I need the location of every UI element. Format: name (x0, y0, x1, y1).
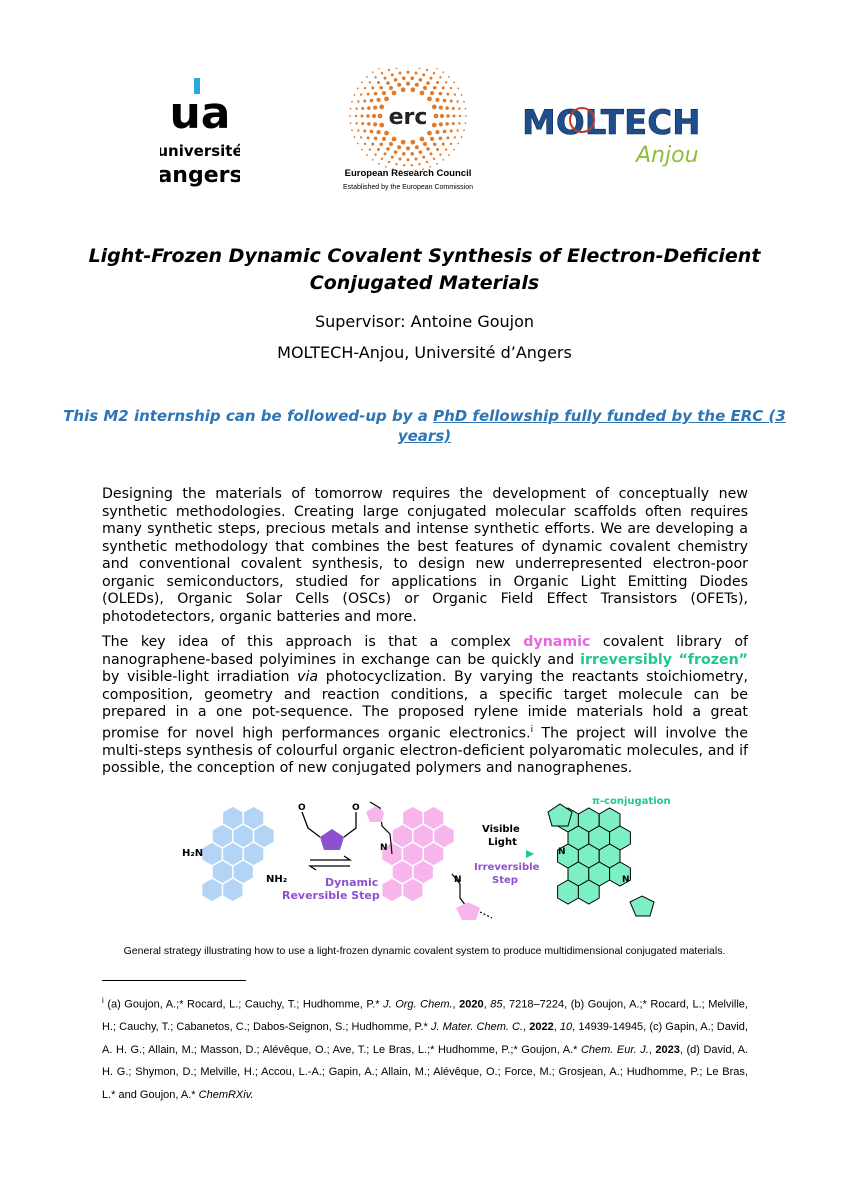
erc-dot (430, 137, 434, 141)
erc-dot (371, 86, 374, 89)
erc-dot (443, 99, 447, 103)
erc-dot (397, 145, 401, 149)
erc-dot (394, 78, 398, 82)
erc-dot (439, 137, 443, 141)
erc-dot (458, 122, 460, 124)
erc-dot (432, 123, 437, 128)
erc-dot (427, 97, 432, 102)
banner-link[interactable]: PhD fellowship fully funded by the ERC (3 years) (397, 407, 786, 445)
erc-dot (436, 148, 439, 151)
reverse-arrow (310, 866, 350, 870)
phd-banner (60, 406, 789, 446)
erc-dot (426, 69, 428, 71)
erc-dot (401, 87, 406, 92)
ref-journal-1: J. Org. Chem. (383, 998, 453, 1011)
erc-dot (361, 149, 363, 151)
ref-journal-3: Chem. Eur. J. (580, 1043, 649, 1056)
o-label-2: O (352, 803, 360, 813)
erc-dot (392, 91, 397, 96)
erc-dot (392, 137, 397, 142)
erc-dot (453, 149, 455, 151)
erc-dot (445, 148, 447, 150)
p2-frozen: irreversibly “frozen” (580, 651, 749, 668)
erc-dot (419, 150, 423, 154)
erc-dot (391, 73, 394, 76)
ref-journal-4: ChemRXiv. (198, 1088, 254, 1101)
erc-dot (439, 92, 443, 96)
erc-dot (448, 154, 450, 156)
p2-text-d: photocyclization. By varying the reactants stoichiometry, composition, geometry and reaction conditions, a specific target molecule can be prepared in a one pot-sequence. The proposed rylene imide materials hold a great promise for novel high performances organic electronics. (102, 669, 748, 742)
erc-dot (361, 82, 363, 84)
erc-dot (410, 87, 415, 92)
n-label-2: N (454, 875, 462, 885)
erc-dot (399, 158, 402, 161)
p2-text-c: by visible-light irradiation (102, 669, 298, 685)
erc-dot (351, 129, 353, 131)
erc-dot (433, 86, 437, 90)
erc-dot (445, 106, 449, 110)
erc-dot (357, 88, 359, 90)
erc-dot (426, 81, 430, 85)
erc-dot (366, 76, 368, 78)
erc-logo (338, 68, 478, 198)
erc-dot (379, 123, 384, 128)
erc-dot (442, 159, 444, 161)
erc-dot (422, 73, 425, 76)
erc-dot (433, 158, 435, 160)
erc-dot (410, 76, 414, 80)
erc-dot (454, 93, 456, 95)
moltech-main: MOLTECH (522, 103, 701, 143)
erc-dot (433, 72, 435, 74)
moltech-anjou-logo (518, 96, 730, 170)
erc-dot (377, 148, 380, 151)
erc-dot (403, 164, 405, 166)
erc-dot (420, 137, 425, 142)
erc-dot (357, 129, 359, 131)
pink-hexagon-cluster (382, 806, 455, 902)
ref-part-4: , (d) David, A. H. G.; Shymon, D.; Melville, H.; Accou, L.-A.; Gapin, A.; Allain, M.; Alévêque, O.; Force, M.; Grosjean, A.; Hudhomme, P.; Le Bras, L.* and Goujon, A.* (102, 1043, 748, 1101)
erc-dot (382, 91, 386, 95)
erc-dot (433, 142, 437, 146)
forward-arrow (310, 856, 350, 860)
erc-dot (453, 82, 455, 84)
erc-dot (432, 105, 437, 110)
erc-dot (367, 93, 370, 96)
p2-text-e: The project will involve the multi-steps synthesis of colourful organic electron-deficient polyaromatic molecules, and if possible, the conception of new conjugated polymers and nanographenes. (102, 725, 749, 777)
hexagon-ring (222, 878, 243, 902)
erc-dot (411, 164, 413, 166)
erc-dot (374, 76, 376, 78)
erc-mark: erc (388, 105, 428, 130)
erc-dot (386, 147, 390, 151)
erc-dot (389, 86, 393, 90)
erc-dot (420, 91, 425, 96)
erc-dot (378, 114, 383, 119)
erc-dot (377, 81, 380, 84)
erc-dot (414, 71, 417, 74)
erc-dot (355, 115, 357, 117)
erc-dot (369, 148, 371, 150)
p2-via: via (297, 669, 319, 685)
erc-dot (414, 158, 417, 161)
reversible-label: Reversible Step (282, 889, 380, 902)
erc-dot (379, 86, 383, 90)
erc-dot (453, 115, 456, 118)
erc-dot (395, 163, 397, 165)
erc-dot (364, 87, 366, 89)
erc-dot (427, 131, 432, 136)
erc-dot (366, 114, 370, 118)
irreversible-label: Irreversible (474, 862, 540, 873)
erc-dot (430, 77, 433, 80)
erc-dot (465, 115, 467, 117)
p2-text-a: The key idea of this approach is that a complex (102, 634, 524, 650)
erc-dot (457, 143, 459, 145)
light-label: Light (488, 837, 517, 848)
hexagon-ring (402, 878, 423, 902)
erc-dot (423, 86, 427, 90)
ref-year-2: 2022 (529, 1021, 554, 1034)
erc-dot (426, 147, 430, 151)
erc-dot (446, 93, 449, 96)
erc-dot (397, 83, 401, 87)
erc-dot (456, 100, 458, 102)
erc-dot (446, 136, 449, 139)
ref-mark: i (102, 996, 104, 1005)
erc-dot (372, 71, 374, 73)
erc-dot (379, 105, 384, 110)
paragraph-intro: Designing the materials of tomorrow requires the development of conceptually new synthetic methodologies. Creating large conjugated molecular scaffolds often requires many synthetic steps, precious metals and intense synthetic efforts. We are developing a synthetic methodology that combines the best features of dynamic covalent chemistry and conventional covalent synthesis, to design new underrepresented electron-poor organic semiconductors, studied for applications in Organic Light Emitting Diodes (OLEDs), Organic Solar Cells (OSCs) or Organic Field Effect Transistors (OFETs), photodetectors, organic batteries and more. (102, 486, 748, 625)
erc-dot (364, 143, 366, 145)
erc-dot (360, 136, 362, 138)
erc-dot (406, 146, 410, 150)
erc-dot (434, 114, 439, 119)
erc-dot (402, 152, 406, 156)
hexagon-ring (382, 878, 403, 902)
erc-dot (384, 97, 389, 102)
erc-dot (454, 136, 456, 138)
purple-pentagon (320, 829, 344, 850)
angers-line2: angers (160, 163, 240, 188)
erc-dot (401, 140, 406, 145)
erc-dot (450, 87, 452, 89)
erc-dot (446, 114, 450, 118)
erc-dot (439, 153, 441, 155)
erc-dot (372, 159, 374, 161)
erc-dot (350, 122, 352, 124)
ref-volume-1: 85 (490, 998, 503, 1011)
erc-dot (450, 129, 453, 132)
erc-dot (402, 76, 406, 80)
erc-dot (384, 131, 389, 136)
erc-dot (445, 81, 447, 83)
erc-dot (410, 140, 415, 145)
footnote-divider (102, 980, 246, 981)
erc-dot (384, 77, 387, 80)
erc-dot (465, 108, 467, 110)
erc-dot (363, 129, 366, 132)
erc-dot (386, 81, 390, 85)
erc-dot (374, 92, 378, 96)
ref-volume-2: 10 (559, 1021, 573, 1034)
ref-journal-2: J. Mater. Chem. C. (430, 1021, 524, 1034)
ref-year-1: 2020 (459, 998, 484, 1011)
supervisor: Supervisor: Antoine Goujon (314, 312, 535, 331)
erc-dot (422, 156, 425, 159)
erc-dot (415, 145, 419, 149)
dynamic-label: Dynamic (325, 876, 379, 889)
erc-dot (370, 130, 374, 134)
erc-dot (456, 129, 458, 131)
erc-dot (465, 122, 467, 124)
erc-dot (463, 129, 465, 131)
ref-part-1: (a) Goujon, A.;* Rocard, L.; Cauchy, T.; Hudhomme, P.* (107, 998, 384, 1011)
h2n-label: H₂N (182, 848, 204, 859)
footnote-marker[interactable]: i (530, 724, 534, 735)
n-label-1: N (380, 843, 388, 853)
erc-dot (407, 158, 410, 161)
erc-dot (418, 163, 420, 165)
erc-dot (361, 115, 364, 118)
page-title: Light-Frozen Dynamic Covalent Synthesis of Electron-Deficient Conjugated Materials (88, 245, 761, 294)
p2-dynamic: dynamic (523, 634, 591, 650)
erc-dot (407, 71, 410, 74)
erc-dot (443, 130, 447, 134)
erc-dot (374, 137, 378, 141)
erc-dot (436, 163, 438, 165)
erc-dot (391, 156, 394, 159)
erc-dot (439, 106, 443, 110)
erc-dot (435, 98, 439, 102)
blue-hexagon-cluster (202, 806, 275, 902)
erc-dot (349, 115, 351, 117)
erc-dot (360, 93, 362, 95)
ref-year-3: 2023 (655, 1043, 680, 1056)
erc-dot (459, 115, 461, 117)
erc-dot (430, 152, 433, 155)
erc-dot (388, 69, 390, 71)
erc-dot (452, 122, 455, 125)
erc-dot (363, 100, 366, 103)
erc-dot (436, 81, 439, 84)
erc-dot (382, 137, 386, 141)
erc-dot (445, 122, 449, 126)
erc-dot (350, 108, 352, 110)
erc-dot (370, 99, 374, 103)
erc-dot (357, 100, 359, 102)
pi-conjugation-label: π-conjugation (592, 796, 671, 807)
erc-dot (357, 143, 359, 145)
erc-dot (371, 143, 374, 146)
erc-dot (374, 153, 376, 155)
institution: MOLTECH-Anjou, Université d’Angers (277, 343, 572, 362)
erc-dot (457, 88, 459, 90)
erc-dot (439, 76, 441, 78)
erc-dot (435, 130, 439, 134)
erc-dot (418, 68, 420, 69)
nh2-label: NH₂ (266, 874, 288, 885)
erc-dot (442, 86, 445, 89)
erc-dot (367, 136, 370, 139)
erc-dot (406, 82, 410, 86)
erc-dot (354, 136, 356, 138)
erc-dot (463, 101, 465, 103)
erc-dot (461, 136, 463, 138)
references: $^i$ (a) Goujon, A.;* Rocard, L.; Cauchy, T.; Hudhomme, P.* J. Org. Chem., 2020, 85, 7218–7224, (b) Goujon, A.;* Rocard, L.; Melville, H.; Cauchy, T.; Cabanetos, C.; Dabos-Seignon, S.; Hudhomme, P.* J. Mater. Chem. C., 2022, 10, 14939-14945, (c) Gapin, A.; David, A. H. G.; Allain, M.; Masson, D.; Alévêque, O.; Ave, T.; Le Bras, L.;* Hudhomme, P.;* Goujon, A.* Chem. Eur. J., 2023, (d) David, A. H. G.; Shymon, D.; Melville, H.; Accou, L.-A.; Gapin, A.; Allain, M.; Alévêque, O.; Force, M.; Grosjean, A.; Hudhomme, P.; Le Bras, L.* and Goujon, A.* ChemRXiv. (102, 996, 748, 1101)
erc-dot (423, 142, 427, 146)
erc-dot (439, 122, 443, 126)
erc-dot (381, 72, 383, 74)
moltech-sub: Anjou (636, 143, 699, 168)
erc-dot (448, 76, 450, 78)
erc-dot (378, 68, 380, 69)
universite-angers-logo (160, 78, 240, 188)
erc-dot (378, 163, 380, 165)
erc-dot (367, 122, 371, 126)
erc-dot (394, 150, 398, 154)
ref-part-2: , 7218–7224, (b) Goujon, A.;* Rocard, L.; Melville, H.; Cauchy, T.; Cabanetos, C.; Dabos-Seignon, S.; Hudhomme, P.* (102, 998, 748, 1034)
erc-dot (376, 130, 380, 134)
erc-dot (450, 100, 453, 103)
n-label-3: N (558, 847, 566, 857)
erc-name: European Research Council (344, 168, 472, 179)
erc-dot (395, 68, 397, 69)
erc-dot (355, 107, 357, 109)
erc-dot (399, 71, 402, 74)
angers-line1: université (160, 142, 240, 160)
erc-dot (436, 68, 438, 69)
paragraph-key-idea (102, 634, 748, 778)
erc-dot (355, 122, 357, 124)
p2-text-b: covalent library of nanographene-based polyimines in exchange can be quickly and (102, 634, 748, 668)
erc-dot (373, 106, 377, 110)
erc-dot (442, 143, 445, 146)
hexagon-ring (202, 878, 223, 902)
banner-lead: This M2 internship can be followed-up by a (63, 407, 434, 425)
ref-part-3: , 14939-14945, (c) Gapin, A.; David, A. H. G.; Allain, M.; Masson, D.; Alévêque, O.; Ave, T.; Le Bras, L.;* Hudhomme, P.;* Goujon, A.* (102, 1021, 748, 1056)
erc-dot (372, 114, 376, 118)
erc-dot (376, 98, 380, 102)
erc-dot (440, 114, 444, 118)
step-label: Step (492, 875, 518, 886)
erc-dot (442, 71, 444, 73)
erc-dot (351, 101, 353, 103)
erc-dot (410, 152, 414, 156)
erc-dot (419, 78, 423, 82)
n-label-4: N (622, 875, 630, 885)
erc-dot (450, 143, 452, 145)
erc-dot (366, 154, 368, 156)
reaction-scheme (170, 790, 690, 932)
erc-dot (354, 94, 356, 96)
erc-dot (361, 107, 364, 110)
erc-dot (361, 122, 364, 125)
erc-dot (373, 122, 377, 126)
erc-dot (367, 106, 371, 110)
angers-mark-text: ua (169, 88, 231, 139)
erc-dot (389, 142, 393, 146)
erc-dot (384, 152, 387, 155)
visible-label: Visible (482, 824, 520, 835)
erc-dot (388, 161, 390, 163)
erc-dot (458, 107, 460, 109)
erc-dot (381, 158, 383, 160)
erc-dot (415, 83, 419, 87)
erc-dot (379, 142, 383, 146)
scheme-caption: General strategy illustrating how to use a light-frozen dynamic covalent system to produce multidimensional conjugated materials. (123, 945, 726, 957)
erc-dot (430, 91, 434, 95)
erc-dot (452, 107, 455, 110)
erc-dot (461, 94, 463, 96)
o-label-1: O (298, 803, 306, 813)
erc-dot (426, 161, 428, 163)
erc-sub: Established by the European Commission (343, 184, 473, 191)
erc-dot (369, 81, 371, 83)
